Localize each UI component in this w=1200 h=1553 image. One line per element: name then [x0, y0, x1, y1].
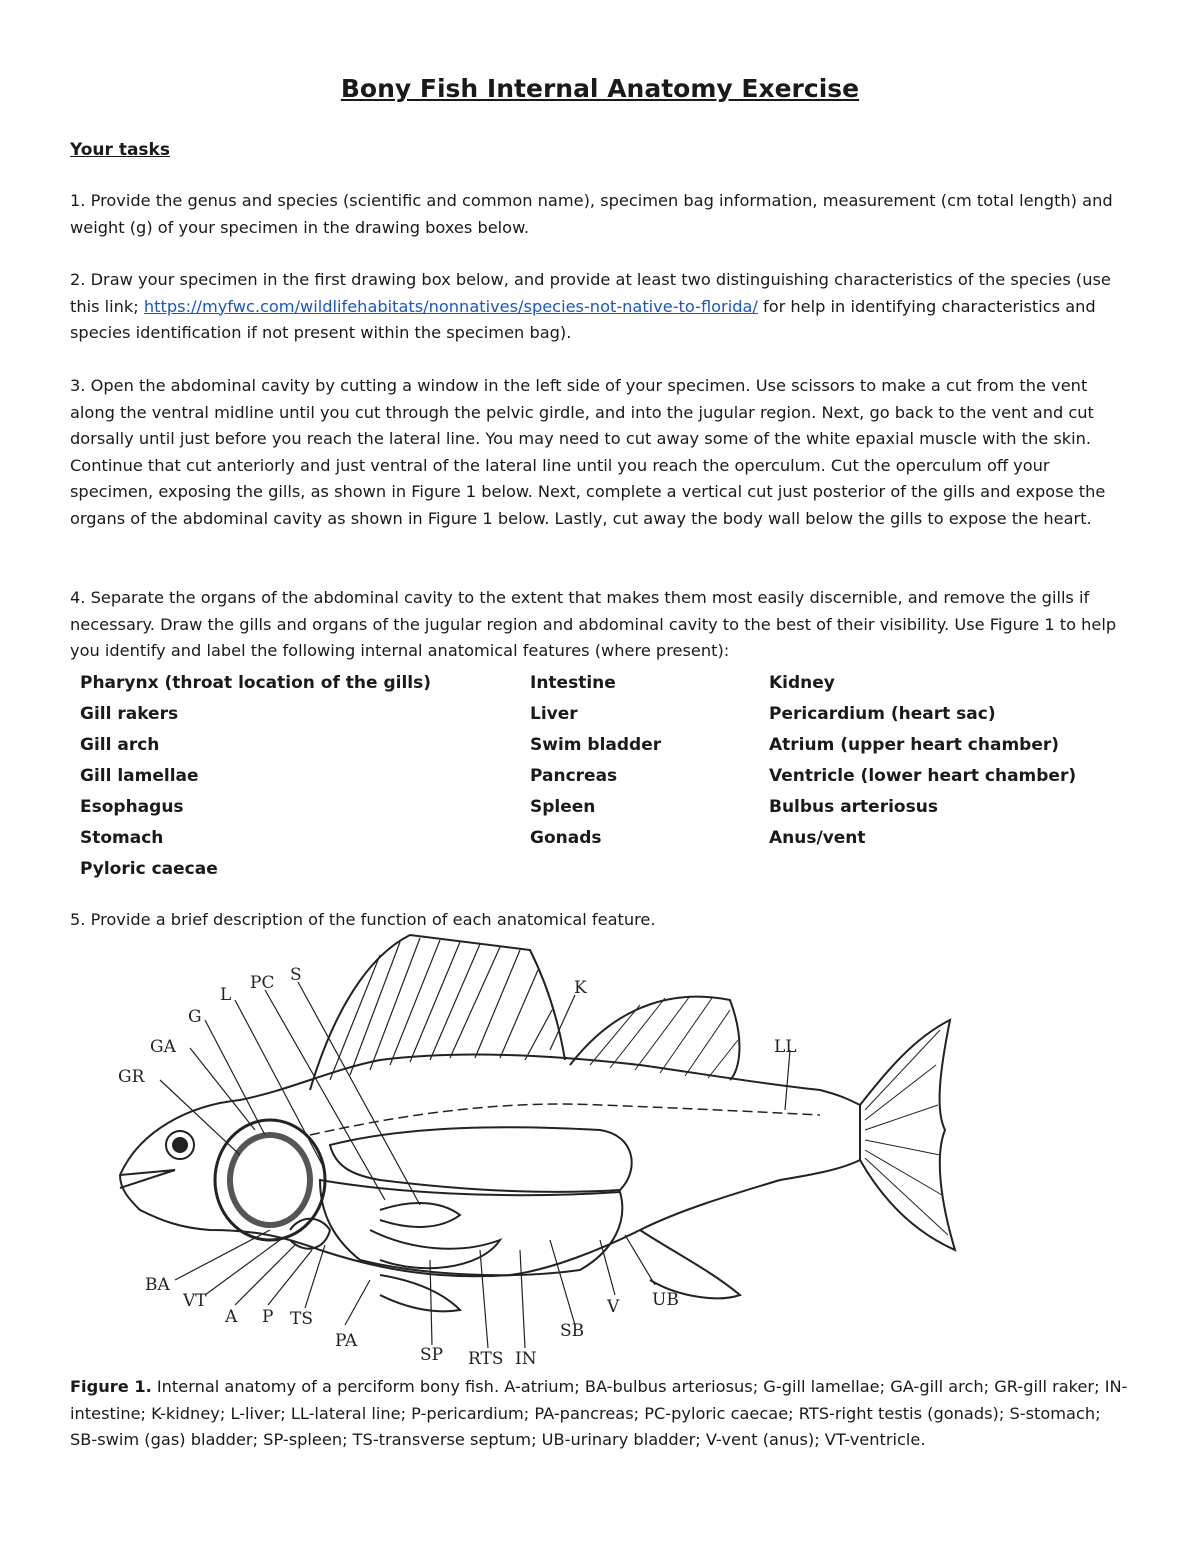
feature-item: Kidney [769, 673, 835, 693]
label-ll: LL [774, 1037, 797, 1057]
feature-item: Pharynx (throat location of the gills) [80, 673, 431, 693]
caudal-fin [860, 1020, 955, 1250]
label-v: V [607, 1297, 620, 1317]
task-2 [70, 267, 1130, 347]
tasks-heading: Your tasks [70, 140, 170, 160]
dorsal-fin-spiny [310, 935, 565, 1090]
feature-item: Esophagus [80, 797, 184, 817]
feature-item: Gill arch [80, 735, 160, 755]
caption-text: Internal anatomy of a perciform bony fish. A-atrium; BA-bulbus arteriosus; G-gill lamellae; GA-gill arch; GR-gill raker; IN-intestine; K-kidney; L-liver; LL-lateral line; P-pericardium; PA-pancreas; PC-pyloric caecae; RTS-right testis (gonads); S-stomach; SB-swim (gas) bladder; SP-spleen; TS-transverse septum; UB-urinary bladder; V-vent (anus); VT-ventricle. [70, 1377, 1128, 1449]
stomach [380, 1203, 460, 1227]
feature-item: Gill lamellae [80, 766, 199, 786]
feature-item: Pancreas [530, 766, 618, 786]
feature-column-1 [80, 668, 431, 885]
task-4: 4. Separate the organs of the abdominal cavity to the extent that makes them most easily discernible, and remove the gills if necessary. Draw the gills and organs of the jugular region and abdominal cavity to the best of their visibility. Use Figure 1 to help you identify and label the following internal anatomical features (where present): [70, 588, 1117, 660]
label-pc: PC [250, 973, 275, 993]
label-in: IN [515, 1349, 537, 1369]
anal-fin [640, 1230, 740, 1298]
label-pa: PA [335, 1331, 358, 1351]
label-gr: GR [118, 1067, 145, 1087]
label-ts: TS [290, 1309, 313, 1329]
feature-item: Bulbus arteriosus [769, 797, 938, 817]
label-sb: SB [560, 1321, 585, 1341]
feature-item: Gonads [530, 828, 602, 848]
label-l: L [220, 985, 232, 1005]
dorsal-fin-rays [330, 938, 552, 1080]
feature-item: Ventricle (lower heart chamber) [769, 766, 1077, 786]
leader-lines [160, 982, 790, 1348]
label-g: G [188, 1007, 202, 1027]
feature-item: Spleen [530, 797, 596, 817]
figure-caption [70, 1374, 1130, 1454]
label-s: S [290, 965, 302, 985]
feature-column-3 [769, 668, 1076, 854]
feature-column-2 [530, 668, 661, 854]
task-2-text-b: for help in identifying characteristics and species identification if not present within the specimen bag). [70, 296, 1096, 342]
lateral-line [310, 1104, 820, 1135]
feature-item: Atrium (upper heart chamber) [769, 735, 1060, 755]
feature-item: Pericardium (heart sac) [769, 704, 996, 724]
label-vt: VT [183, 1291, 207, 1311]
caption-label: Figure 1. [70, 1377, 152, 1396]
fish-anatomy-figure [80, 930, 960, 1370]
label-p: P [262, 1307, 274, 1327]
label-rts: RTS [468, 1349, 504, 1369]
pelvic-fin [380, 1275, 460, 1311]
gill-lamellae [230, 1135, 310, 1225]
task-5: 5. Provide a brief description of the function of each anatomical feature. [70, 910, 656, 929]
task-3: 3. Open the abdominal cavity by cutting a window in the left side of your specimen. Use scissors to make a cut from the vent along the ventral midline until you cut through the pelvic girdle, and into the jugular region. Next, go back to the vent and cut dorsally until just before you reach the lateral line. You may need to cut away some of the white epaxial muscle with the skin. Continue that cut anteriorly and just ventral of the lateral line until you reach the operculum. Cut the operculum off your specimen, exposing the gills, as shown in Figure 1 below. Next, complete a vertical cut just posterior of the gills and expose the organs of the abdominal cavity as shown in Figure 1 below. Lastly, cut away the body wall below the gills to expose the heart. [70, 376, 1106, 528]
feature-item: Liver [530, 704, 578, 724]
feature-item: Pyloric caecae [80, 859, 218, 879]
label-k: K [574, 978, 587, 998]
task-2-text-a: 2. Draw your specimen in the first drawing box below, and provide at least two distinguishing characteristics of the species (use this link; [70, 270, 1111, 316]
mouth [120, 1170, 175, 1188]
soft-fin-rays [590, 996, 738, 1078]
feature-item: Intestine [530, 673, 616, 693]
label-a: A [225, 1307, 238, 1327]
feature-item: Anus/vent [769, 828, 866, 848]
feature-item: Gill rakers [80, 704, 179, 724]
feature-list [80, 668, 1140, 888]
caudal-fin-rays [865, 1030, 948, 1235]
pupil [173, 1138, 187, 1152]
label-ga: GA [150, 1037, 176, 1057]
label-sp: SP [420, 1345, 444, 1365]
label-ub: UB [652, 1290, 679, 1310]
feature-item: Swim bladder [530, 735, 662, 755]
task-1: 1. Provide the genus and species (scientific and common name), specimen bag information, measurement (cm total length) and weight (g) of your specimen in the drawing boxes below. [70, 191, 1113, 237]
label-ba: BA [145, 1275, 170, 1295]
feature-item: Stomach [80, 828, 164, 848]
page-title: Bony Fish Internal Anatomy Exercise [340, 74, 860, 103]
species-link[interactable]: https://myfwc.com/wildlifehabitats/nonnatives/species-not-native-to-florida/ [143, 296, 758, 316]
